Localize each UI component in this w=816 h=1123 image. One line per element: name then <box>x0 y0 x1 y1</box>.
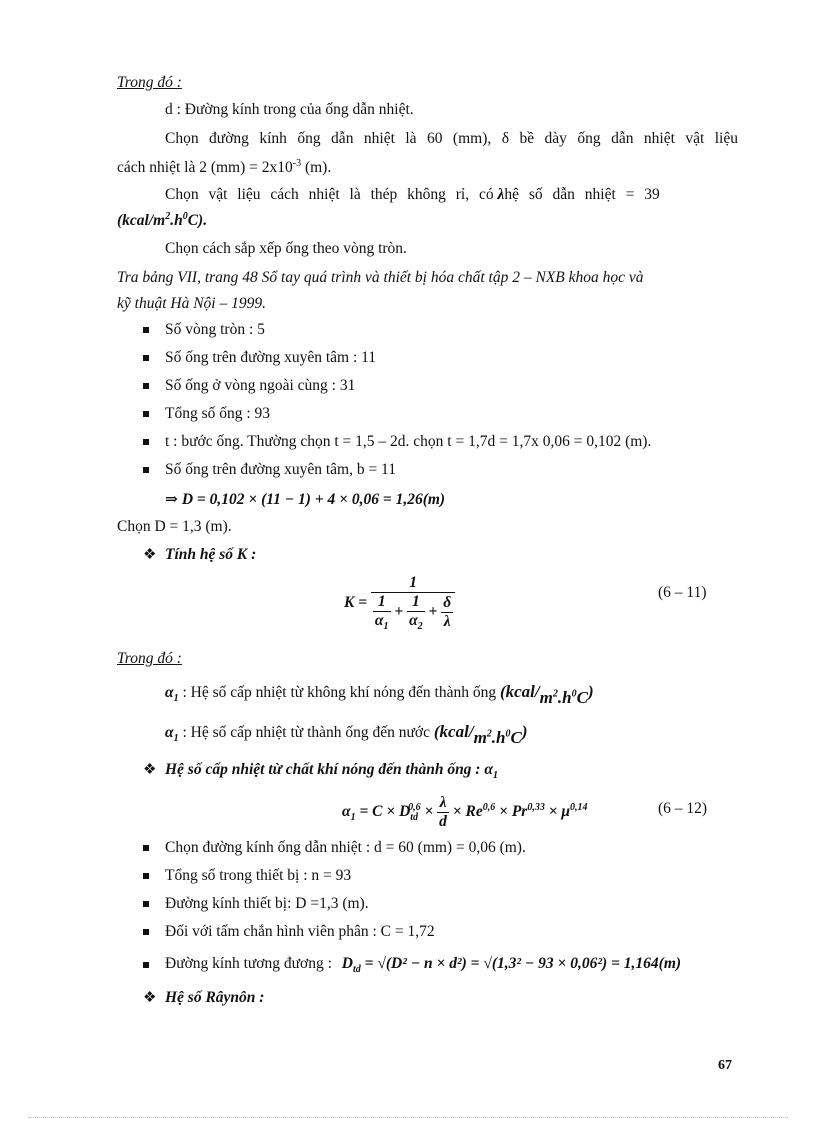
equivalent-diameter: Đường kính tương đương : $D_{td} = √(D^2 - n \times d^2) = √(1,3^2 - 93 \times 0,06^2) = 1,164(m)$ <box>165 955 682 976</box>
section-title-alpha1: Hệ số cấp nhiệt từ chất khí nóng đến thành ống : $\alpha_1$ <box>165 761 498 782</box>
equation-number-6-12: (6 – 12) <box>658 800 708 817</box>
bullet-marker <box>143 355 149 361</box>
bullet-marker <box>143 411 149 417</box>
diamond-bullet-icon: ❖ <box>143 547 157 563</box>
chon-duong-kinh-line2: cách nhiệt là 2 $(mm) = 2x10^{-3}$ (m). <box>117 158 332 177</box>
sap-xep-ong: Chọn cách sắp xếp ống theo vòng tròn. <box>165 240 407 257</box>
bullet-item: Tổng số ống : 93 <box>165 405 271 422</box>
bullet-marker <box>143 383 149 389</box>
bullet-item: Số ống trên đường xuyên tâm : 11 <box>165 349 377 366</box>
bullet-marker <box>143 929 149 935</box>
bullet-item: Số ống trên đường xuyên tâm, b = 11 <box>165 461 396 478</box>
kcal-unit: $(kcal/m^2.h^0C)$. <box>117 211 208 230</box>
bullet-item: Số vòng tròn : 5 <box>165 321 265 338</box>
bullet-item: Đường kính thiết bị: D =1,3 (m). <box>165 895 369 912</box>
section-title-K: Tính hệ số K : <box>165 546 257 563</box>
vat-lieu-line1: Chọn vật liệu cách nhiệt là thép không rỉ, có λhệ số dẫn nhiệt = 39 <box>165 186 660 203</box>
chon-duong-kinh-line1: Chọn đường kính ống dẫn nhiệt là 60 (mm), δ bề dày ống dẫn nhiệt vật liệu <box>165 130 738 147</box>
bullet-marker <box>143 845 149 851</box>
reference-line2: kỹ thuật Hà Nội – 1999. <box>117 295 266 312</box>
reference-line1: Tra bảng VII, trang 48 Sổ tay quá trình và thiết bị hóa chất tập 2 – NXB khoa học và <box>117 269 644 286</box>
bullet-item: t : bước ống. Thường chọn t = 1,5 – 2d. chọn t = 1,7d = 1,7x 0,06 = 0,102 (m). <box>165 433 652 450</box>
bullet-item: Đối với tấm chắn hình viên phân : C = 1,72 <box>165 923 435 940</box>
bullet-item: Chọn đường kính ống dẫn nhiệt : d = 60 (mm) = 0,06 (m). <box>165 839 526 856</box>
equation-D: ⇒ D = 0,102 × (11 − 1) + 4 × 0,06 = 1,26(m) <box>165 491 446 508</box>
trong-do-heading-1: Trong đó : <box>117 74 182 91</box>
alpha1-definition-2: $\alpha_1$ : Hệ số cấp nhiệt từ thành ống đến nước $(kcal/m^2.h^0C)$ <box>165 722 528 747</box>
chon-D: Chọn D = 1,3 (m). <box>117 518 232 535</box>
equation-alpha1: $\alpha_1 = C \times D_{td}^{0,6}$ × $\frac{\lambda}{d}$ × $Re^{0,6} \times Pr^{0,33} \times \mu^{0,14}$ <box>342 794 588 830</box>
d-definition: d : Đường kính trong của ống dẫn nhiệt. <box>165 101 414 118</box>
diamond-bullet-icon: ❖ <box>143 762 157 778</box>
bullet-marker <box>143 901 149 907</box>
bullet-marker <box>143 962 149 968</box>
bullet-marker <box>143 873 149 879</box>
bullet-marker <box>143 327 149 333</box>
equation-K: K = 1 $\frac{1}{\alpha_1}$ + $\frac{1}{\alpha_2}$ + $\frac{\delta}{\lambda}$ <box>344 574 455 632</box>
bullet-item: Số ống ở vòng ngoài cùng : 31 <box>165 377 356 394</box>
footer-divider <box>28 1117 788 1118</box>
trong-do-heading-2: Trong đó : <box>117 650 182 667</box>
section-title-reynolds: Hệ số Râynôn : <box>165 989 265 1006</box>
alpha1-definition-1: $\alpha_1$ : Hệ số cấp nhiệt từ không khí nóng đến thành ống $(kcal/m^2.h^0C)$ <box>165 682 594 707</box>
diamond-bullet-icon: ❖ <box>143 990 157 1006</box>
bullet-marker <box>143 439 149 445</box>
equation-number-6-11: (6 – 11) <box>658 584 707 601</box>
bullet-marker <box>143 467 149 473</box>
bullet-item: Tổng số trong thiết bị : n = 93 <box>165 867 352 884</box>
page-number: 67 <box>718 1058 732 1073</box>
